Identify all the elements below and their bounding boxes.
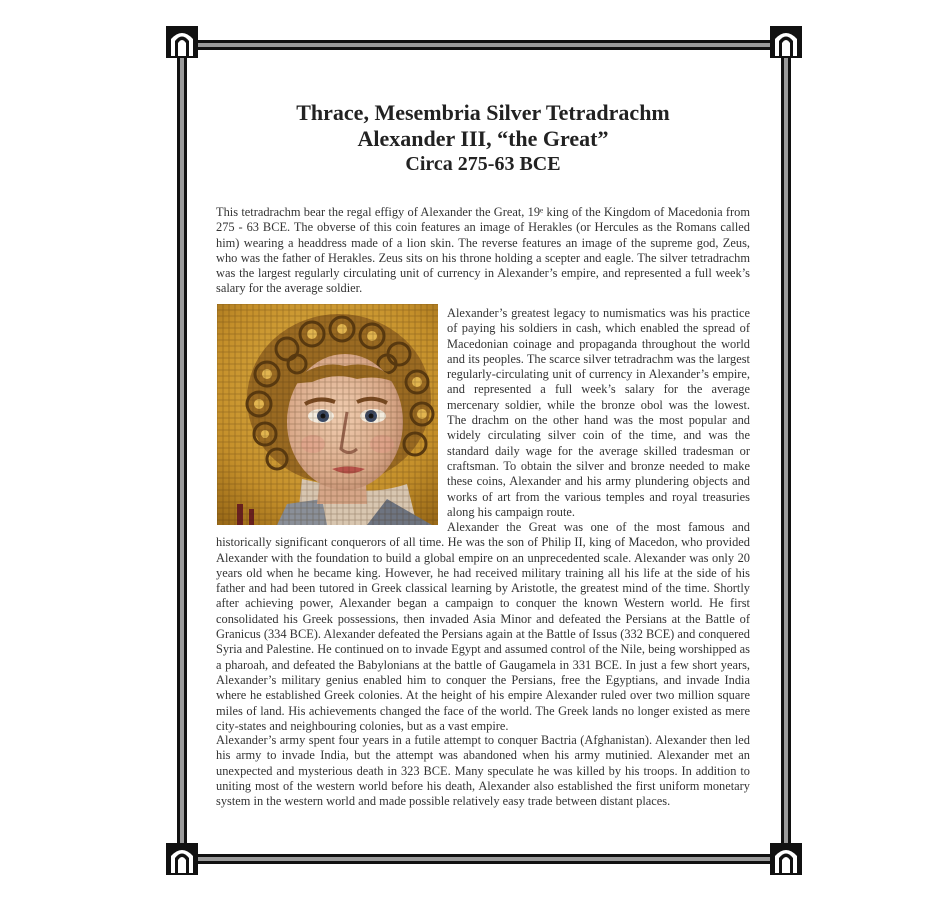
- title-block: [216, 100, 750, 176]
- corner-ornament-bottom-left: [165, 842, 199, 876]
- paragraph-intro: This tetradrachm bear the regal effigy of Alexander the Great, 19ᵉ king of the Kingdom of Macedonia from 275 - 63 BCE. The obverse of this coin features an image of Herakles (or Hercules as the Romans called him) wearing a headdress made of a lion skin. The reverse features an image of the supreme god, Zeus, who was the father of Herakles. Zeus sits on his throne holding a scepter and eagle. The silver tetradrachm was the largest regularly circulating unit of currency in Alexander’s empire, and represented a full week’s salary for the average soldier.: [216, 205, 750, 296]
- border-left: [175, 50, 189, 858]
- alexander-mosaic-image: [217, 304, 438, 525]
- paragraph-conquests: Alexander the Great was one of the most famous and historically significant conquerors of all time. He was the son of Philip II, king of Macedon, who provided Alexander with the foundation to build a global empire on an unprecedented scale. Alexander was only 20 years old when he became king. However, he had received military training all his life at the side of his father and had been tutored in Greek classical learning by Aristotle, the greatest mind of the time. Shortly after achieving power, Alexander began a campaign to conquer the known Western world. He first consolidated his Greek possessions, then invaded Asia Minor and defeated the Persians at the Battle of Granicus (334 BCE). Alexander defeated the Persians again at the Battle of Issus (332 BCE) and conquered Syria and Palestine. He continued on to invade Egypt and assumed control of the Nile, being worshipped as a pharoah, and defeated the Babylonians at the battle of Gaugamela in 331 BCE. In just a few short years, Alexander’s military genius enabled him to conquer the Persians, free the Egyptians, and invade India where he established Greek colonies. At the height of his empire Alexander ruled over two million square miles of land. His achievements changed the face of the world. The Greek lands no longer existed as mere city-states and neighbouring colonies, but as a vast empire.: [216, 520, 750, 733]
- border-top: [176, 38, 780, 52]
- border-right: [779, 50, 793, 858]
- title-line-2: Alexander III, “the Great”: [357, 126, 609, 151]
- paragraph-numismatics: Alexander’s greatest legacy to numismatics was his practice of paying his soldiers in cash, which enabled the spread of Macedonian coinage and propaganda throughout the world and its peoples. The scarce silver tetradrachm was the largest regularly-circulating unit of currency in Alexander’s empire, and represented a full week’s salary for the average mercenary soldier, while the bronze obol was the lowest. The drachm on the other hand was the most popular and widely circulating silver coin of the time, and was the standard daily wage for the average skilled tradesman or craftsman. To obtain the silver and bronze needed to make these coins, Alexander and his army plundering objects and works of art from the various temples and royal treasuries along his campaign route.: [447, 306, 750, 519]
- paragraph-legacy: Alexander’s army spent four years in a futile attempt to conquer Bactria (Afghanistan). Alexander then led his army to invade India, but the attempt was abandoned when his army mutinied. Alexander met an unexpected and mysterious death in 323 BCE. Many speculate he was killed by his troops. In addition to uniting most of the western world before his death, Alexander also established the first uniform monetary system in the western world and made possible relatively easy trade between distant places.: [216, 733, 750, 809]
- corner-ornament-bottom-right: [769, 842, 803, 876]
- title-line-1: Thrace, Mesembria Silver Tetradrachm: [296, 100, 670, 125]
- corner-ornament-top-left: [165, 25, 199, 59]
- border-bottom: [176, 852, 780, 866]
- corner-ornament-top-right: [769, 25, 803, 59]
- title-line-3: Circa 275-63 BCE: [405, 153, 561, 175]
